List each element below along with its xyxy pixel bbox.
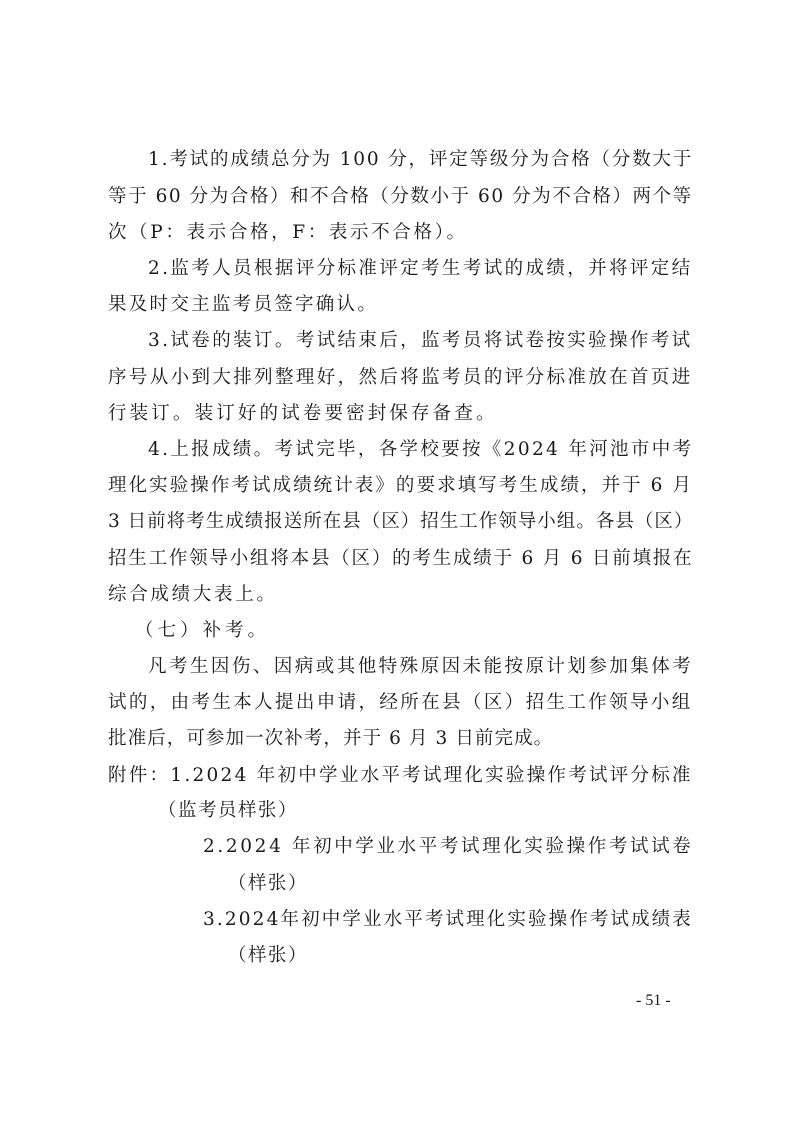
attachment-line-4: （样张） bbox=[228, 873, 308, 894]
binding-rule-line-2: 序号从小到大排列整理好，然后将监考员的评分标准放在首页进 bbox=[108, 367, 693, 388]
attachment-line-5: 3.2024年初中学业水平考试理化实验操作考试成绩表 bbox=[203, 909, 693, 930]
makeup-exam-line-2: 试的，由考生本人提出申请，经所在县（区）招生工作领导小组 bbox=[108, 692, 693, 713]
proctor-rule-line-2: 果及时交主监考员签字确认。 bbox=[108, 294, 378, 315]
binding-rule-line-3: 行装订。装订好的试卷要密封保存备查。 bbox=[108, 403, 498, 424]
report-score-line-4: 招生工作领导小组将本县（区）的考生成绩于 6 月 6 日前填报在 bbox=[108, 548, 693, 569]
grade-rule-line-3: 次（P：表示合格，F：表示不合格）。 bbox=[108, 222, 468, 243]
report-score-line-2: 理化实验操作考试成绩统计表》的要求填写考生成绩，并于 6 月 bbox=[108, 475, 693, 496]
report-score-line-1: 4.上报成绩。考试完毕，各学校要按《2024 年河池市中考 bbox=[148, 439, 693, 460]
grade-rule-line-2: 等于 60 分为合格）和不合格（分数小于 60 分为不合格）两个等 bbox=[108, 186, 693, 207]
attachment-line-2: （监考员样张） bbox=[158, 800, 298, 821]
attachment-line-3: 2.2024 年初中学业水平考试理化实验操作考试试卷 bbox=[203, 836, 693, 857]
makeup-exam-line-1: 凡考生因伤、因病或其他特殊原因未能按原计划参加集体考 bbox=[148, 656, 693, 677]
proctor-rule-line-1: 2.监考人员根据评分标准评定考生考试的成绩，并将评定结 bbox=[148, 258, 693, 279]
report-score-line-3: 3 日前将考生成绩报送所在县（区）招生工作领导小组。各县（区） bbox=[108, 511, 693, 532]
attachment-line-1: 附件：1.2024 年初中学业水平考试理化实验操作考试评分标准 bbox=[108, 765, 693, 786]
makeup-exam-line-3: 批准后，可参加一次补考，并于 6 月 3 日前完成。 bbox=[108, 728, 553, 749]
grade-rule-line-1: 1.考试的成绩总分为 100 分，评定等级分为合格（分数大于 bbox=[148, 149, 693, 170]
page-number: - 51 - bbox=[636, 992, 671, 1009]
report-score-line-5: 综合成绩大表上。 bbox=[108, 584, 278, 605]
binding-rule-line-1: 3.试卷的装订。考试结束后，监考员将试卷按实验操作考试 bbox=[148, 330, 693, 351]
attachment-line-6: （样张） bbox=[228, 945, 308, 966]
makeup-exam-heading: （七）补考。 bbox=[135, 620, 271, 641]
